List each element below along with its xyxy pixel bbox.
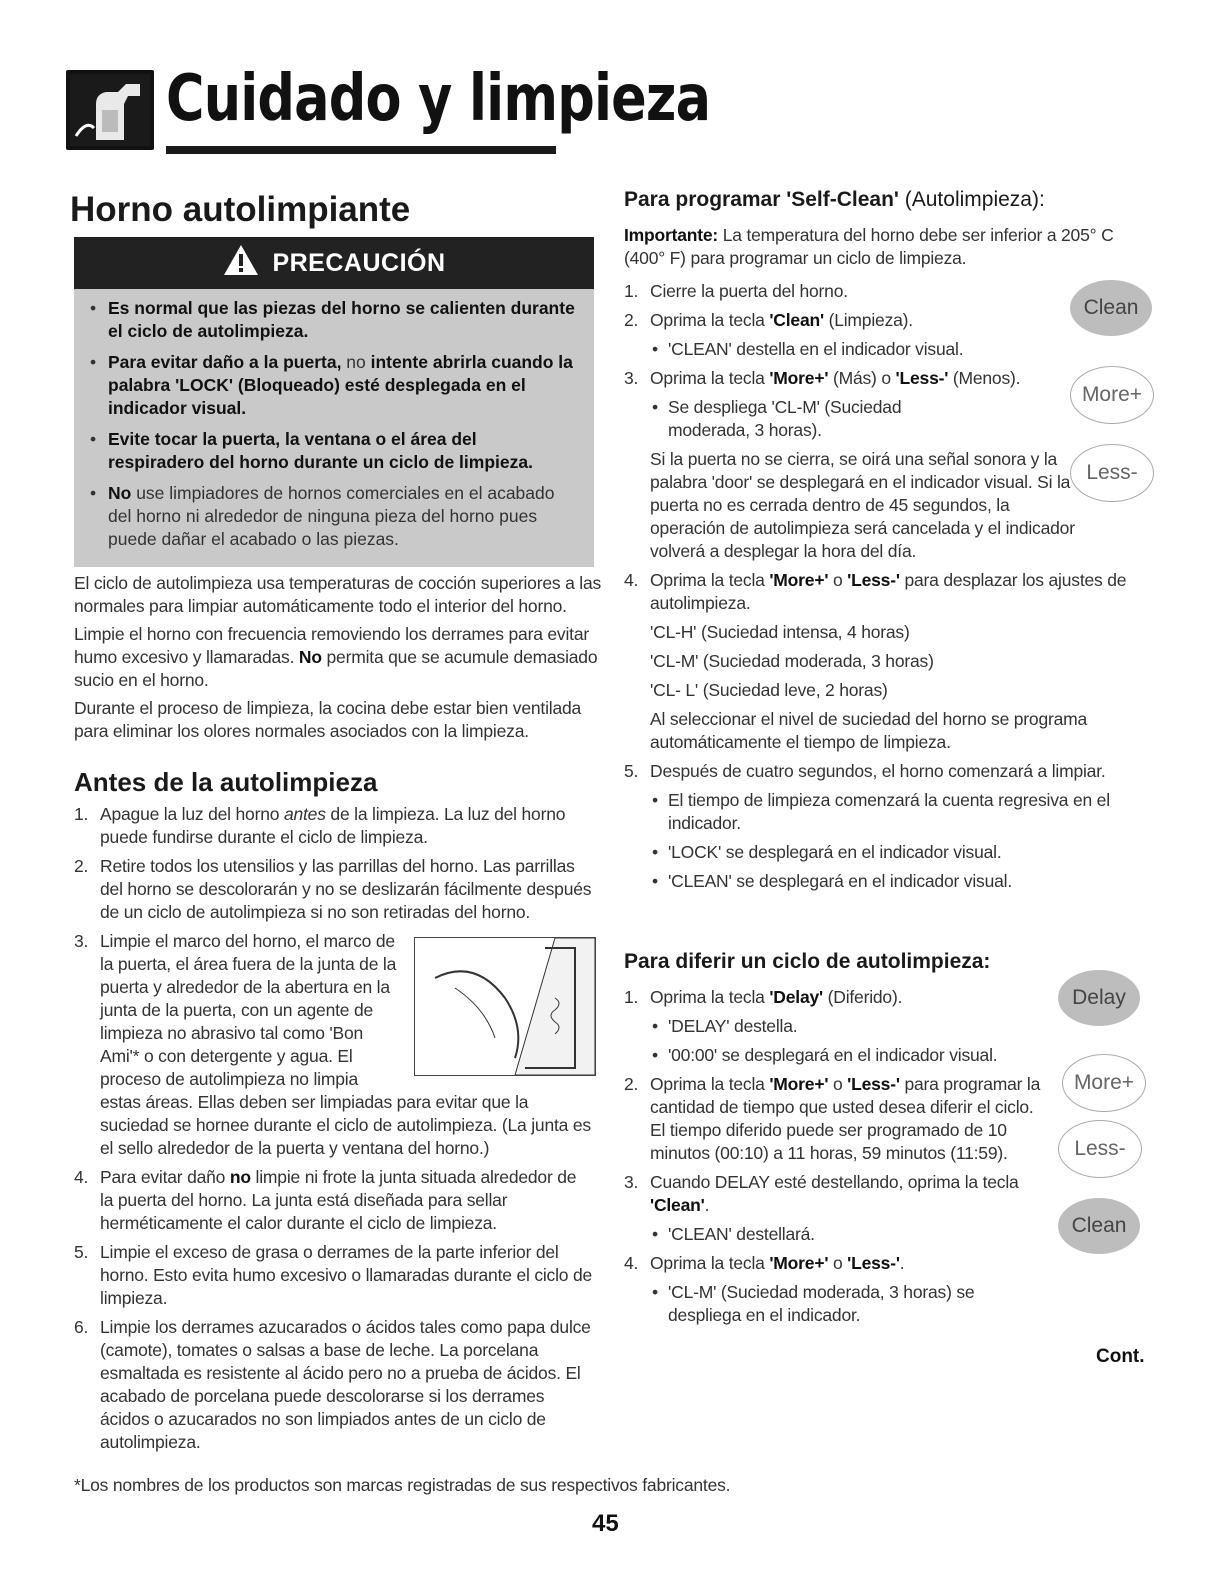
- list-item: • '00:00' se desplegará en el indicador visual.: [624, 1044, 1144, 1067]
- soil-level-light: 'CL- L' (Suciedad leve, 2 horas): [650, 680, 888, 700]
- soil-level-note: Al seleccionar el nivel de suciedad del horno se programa automáticamente el tiempo de limpieza.: [650, 709, 1088, 752]
- list-item: 3. Cuando DELAY esté destellando, oprima la tecla 'Clean'.: [624, 1172, 1019, 1215]
- list-item: 6. Limpie los derrames azucarados o ácidos tales como papa dulce (camote), tomates o salsas a base de leche. La porcelana esmaltada es resistente al ácido pero no a prueba de ácidos. El acabado de porcelana puede descolorarse si los derrames ácidos o azucarados no son limpiados antes de un ciclo de autolimpieza.: [74, 1317, 591, 1452]
- delay-key-icon: Delay: [1058, 970, 1140, 1026]
- footnote: *Los nombres de los productos son marcas registradas de sus respectivos fabricantes.: [74, 1475, 731, 1495]
- caution-box: [74, 289, 594, 567]
- warning-icon: [222, 243, 260, 284]
- list-item: • 'CLEAN' destella en el indicador visual.: [624, 338, 1144, 361]
- page-number: 45: [592, 1510, 619, 1537]
- less-key-icon: Less-: [1058, 1120, 1142, 1178]
- step-3-line: proceso de autolimpieza no limpia: [100, 1069, 358, 1089]
- before-steps: [74, 803, 594, 1460]
- caution-title: PRECAUCIÓN: [272, 248, 446, 277]
- step-3-line: Limpie el marco del horno, el marco de: [100, 931, 395, 951]
- list-item: • 'CLEAN' destellará.: [624, 1223, 1144, 1246]
- step-3-line: la puerta, el área fuera de la junta de la: [100, 954, 397, 974]
- caution-header: [74, 237, 594, 289]
- list-item: 4. Oprima la tecla 'More+' o 'Less-' para desplazar los ajustes de autolimpieza.: [624, 570, 1127, 613]
- list-item: • Se despliega 'CL-M' (Suciedad moderada, 3 horas).: [624, 396, 968, 442]
- important-note: Importante: La temperatura del horno debe ser inferior a 205° C (400° F) para programar un ciclo de limpieza.: [624, 225, 1114, 268]
- step-3-line: Ami'* o con detergente y agua. El: [100, 1046, 353, 1066]
- list-item: • El tiempo de limpieza comenzará la cuenta regresiva en el indicador.: [624, 789, 1144, 835]
- list-item: 4. Oprima la tecla 'More+' o 'Less-'.: [624, 1253, 905, 1273]
- program-self-clean-title: Para programar 'Self-Clean' (Autolimpieza):: [624, 188, 1045, 211]
- step-3-line: puerta y alrededor de la abertura en la: [100, 977, 390, 997]
- clean-key-icon: Clean: [1070, 280, 1152, 336]
- list-item: 5. Limpie el exceso de grasa o derrames de la parte inferior del horno. Esto evita humo excesivo o llamaradas durante el ciclo de limpieza.: [74, 1242, 593, 1308]
- list-item: 1. Oprima la tecla 'Delay' (Diferido).: [624, 987, 903, 1007]
- section-title: Horno autolimpiante: [70, 190, 411, 229]
- list-item: 2. Oprima la tecla 'More+' o 'Less-' para programar la cantidad de tiempo que usted desea diferir el ciclo. El tiempo diferido puede ser programado de 10 minutos (00:10) a 11 horas, 59 minutos (11:59).: [624, 1074, 1041, 1163]
- clean-key-icon: Clean: [1058, 1198, 1140, 1254]
- less-key-icon: Less-: [1070, 444, 1154, 502]
- program-steps: [624, 280, 1144, 899]
- list-item: 1. Apague la luz del horno antes de la limpieza. La luz del horno puede fundirse durante el ciclo de limpieza.: [74, 804, 566, 847]
- list-item: • 'DELAY' destella.: [624, 1015, 1144, 1038]
- list-item: • 'LOCK' se desplegará en el indicador visual.: [624, 841, 1144, 864]
- caution-item: • Evite tocar la puerta, la ventana o el área del respiradero del horno durante un ciclo de limpieza.: [96, 428, 576, 474]
- cleaning-spray-icon: [66, 70, 154, 150]
- list-item: 2. Retire todos los utensilios y las parrillas del horno. Las parrillas del horno se descolorarán y no se deslizarán fácilmente después de un ciclo de autolimpieza si no son retiradas del horno.: [74, 856, 592, 922]
- oven-door-illustration: [414, 937, 596, 1076]
- list-item: • 'CL-M' (Suciedad moderada, 3 horas) se despliega en el indicador.: [624, 1281, 998, 1327]
- intro-paragraph-3: Durante el proceso de limpieza, la cocina debe estar bien ventilada para eliminar los olores normales asociados con la limpieza.: [74, 698, 582, 741]
- more-key-icon: More+: [1070, 366, 1154, 424]
- intro-paragraph-2: Limpie el horno con frecuencia removiendo los derrames para evitar humo excesivo y llamaradas. No permita que se acumule demasiado sucio en el horno.: [74, 624, 598, 690]
- intro-paragraph-1: El ciclo de autolimpieza usa temperaturas de cocción superiores a las normales para limpiar automáticamente todo el interior del horno.: [74, 573, 602, 616]
- title-underline: [166, 146, 556, 154]
- list-item: 5. Después de cuatro segundos, el horno comenzará a limpiar.: [624, 761, 1106, 781]
- step-3-line: junta de la puerta, con un agente de: [100, 1000, 374, 1020]
- caution-item: • No use limpiadores de hornos comerciales en el acabado del horno ni alrededor de ninguna pieza del horno pues puede dañar el acabado o las piezas.: [96, 482, 576, 551]
- list-item: 4. Para evitar daño no limpie ni frote la junta situada alrededor de la puerta del horno. La junta está diseñada para sellar herméticamente el calor durante el ciclo de limpieza.: [74, 1167, 577, 1233]
- list-item: 3. Limpie el marco del horno, el marco de la puerta, el área fuera de la junta de la puerta y alrededor de la abertura en la junta de la puerta, con un agente de limpieza no abrasivo tal como 'Bon Ami'* o con detergente y agua. El proceso de autolimpieza no limpia estas áreas. Ellas deben ser limpiadas para evitar que la suciedad se hornee durante el ciclo de autolimpieza. (La junta es el sello alrededor de la puerta y ventana del horno.): [74, 931, 591, 1158]
- door-note: Si la puerta no se cierra, se oirá una señal sonora y la palabra 'door' se desplegará en el indicador visual. Si la puerta no es cerrada dentro de 45 segundos, la operación de autolimpieza será cancelada y el indicador volverá a desplegar la hora del día.: [650, 449, 1075, 561]
- soil-level-medium: 'CL-M' (Suciedad moderada, 3 horas): [650, 651, 934, 671]
- before-cleaning-title: Antes de la autolimpieza: [74, 767, 378, 797]
- soil-level-heavy: 'CL-H' (Suciedad intensa, 4 horas): [650, 622, 910, 642]
- list-item: 1. Cierre la puerta del horno.: [624, 281, 848, 301]
- continued-label: Cont.: [1096, 1346, 1145, 1367]
- delay-title: Para diferir un ciclo de autolimpieza:: [624, 950, 991, 973]
- page-title: Cuidado y limpieza: [166, 62, 711, 136]
- more-key-icon: More+: [1062, 1054, 1146, 1112]
- caution-item: • Es normal que las piezas del horno se calienten durante el ciclo de autolimpieza.: [96, 297, 576, 343]
- caution-item: • Para evitar daño a la puerta, no intente abrirla cuando la palabra 'LOCK' (Bloqueado) esté desplegada en el indicador visual.: [96, 351, 576, 420]
- list-item: 2. Oprima la tecla 'Clean' (Limpieza).: [624, 310, 913, 330]
- step-3-line: limpieza no abrasivo tal como 'Bon: [100, 1023, 364, 1043]
- list-item: • 'CLEAN' se desplegará en el indicador visual.: [624, 870, 1144, 893]
- list-item: 3. Oprima la tecla 'More+' (Más) o 'Less-' (Menos).: [624, 368, 1021, 388]
